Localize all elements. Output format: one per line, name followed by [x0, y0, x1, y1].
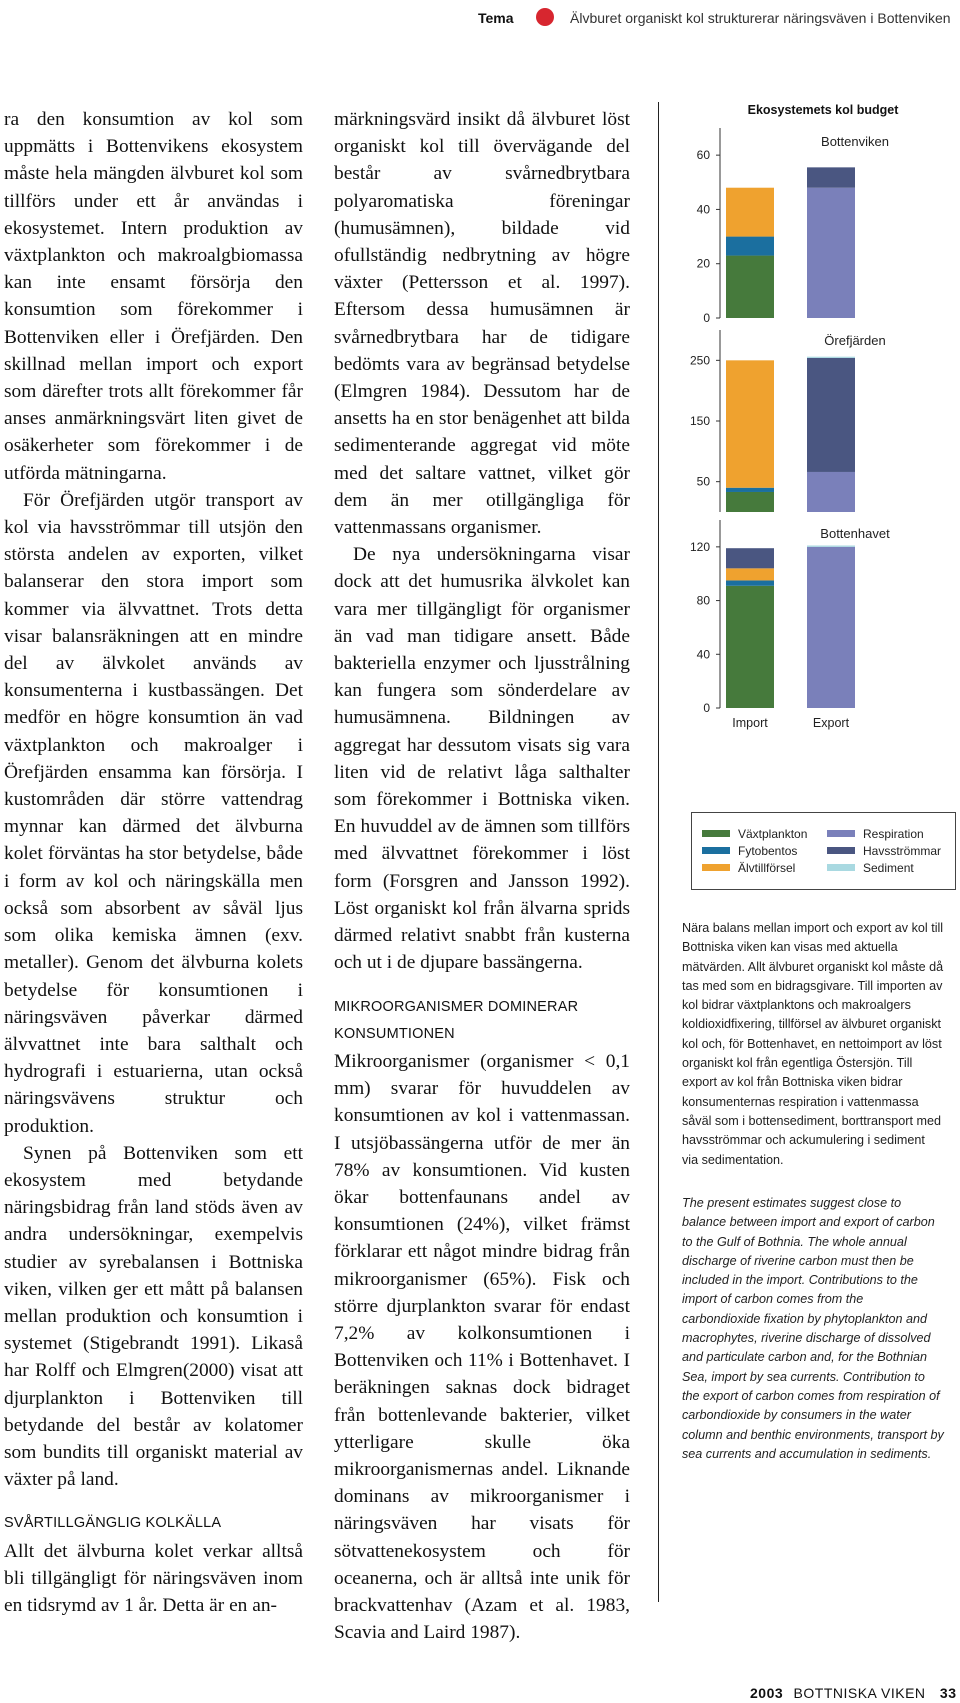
- panel-title: Bottenviken: [821, 134, 889, 149]
- section-label: Tema: [478, 10, 514, 26]
- bar-segment-växtplankton: [726, 256, 774, 318]
- bar-segment-sediment: [807, 357, 855, 358]
- bar-segment-växtplankton: [726, 492, 774, 512]
- subheading: SVÅRTILLGÄNGLIG KOLKÄLLA: [4, 1515, 222, 1532]
- legend-swatch: [827, 864, 855, 871]
- chart-title: Ekosystemets kol budget: [747, 103, 899, 117]
- bar-segment-havsströmmar: [726, 548, 774, 568]
- legend-swatch: [827, 830, 855, 837]
- paragraph: ra den konsumtion av kol som uppmätts i Bottenvikens ekosystem måste hela mängden älvburet kol som tillförs under ett år användas i ekosystemet. Intern produktion av växtplankton och makroalgbiomassa kan inte ensamt försörja den konsumtion som förekommer i Bottenviken eller i Örefjärden. Den skillnad mellan import och export som därefter trots allt förekommer får anses anmärkningsvärt liten givet de osäkerheter som förekommer i de utförda mätningarna.: [4, 109, 303, 484]
- legend-item: [827, 843, 941, 859]
- y-tick-label: 50: [696, 474, 710, 489]
- panel-title: Bottenhavet: [820, 526, 890, 541]
- paragraph: märkningsvärd insikt då älvburet löst organiskt kol till övervägande del består av svårnedbrytbara polyaromatiska föreningar (humusämnen), bildade vid ofullständig nedbrytning av högre växter (Pettersson et al. 1997). Eftersom dessa humusämnen är svårnedbrytbara har de tidigare bedömts vara av begränsad betydelse (Elmgren 1984). Dessutom har de ansetts ha en stor benägenhet att bilda sedimenterande aggregat vid möte med det saltare vattnet, vilket gör dem än mer otillgängliga för vattenmassans organismer.: [334, 109, 630, 539]
- y-tick-label: 0: [703, 701, 710, 715]
- carbon-budget-chart: [680, 100, 955, 800]
- y-tick-label: 20: [696, 256, 710, 271]
- bar-segment-fytobentos: [726, 237, 774, 256]
- panel-title: Örefjärden: [824, 333, 886, 348]
- footer-year: 2003: [750, 1685, 784, 1701]
- chart-legend: [691, 812, 956, 890]
- legend-swatch: [702, 830, 730, 837]
- text-column-1: [4, 106, 303, 1619]
- figure-caption-english: The present estimates suggest close to balance between import and export of carbon to the Gulf of Bothnia. The whole annual discharge of riverine carbon must then be included in the import. Contributions to the import of carbon comes from the carbondioxide fixation by phytoplankton and macrophytes, riverine discharge of dissolved and particulate carbon and, for the Bothnian Sea, import by sea currents. Contribution to the export of carbon comes from respiration of carbondioxide by consumers in the water column and benthic environments, transport by sea currents and accumulation in sediments.: [682, 1196, 944, 1461]
- paragraph: De nya undersökningarna visar dock att det humusrika älvkolet kan vara mer tillgängligt för organismer än vad man tidigare ansett. Både bakteriella enzymer och ljusstrålning kan fungera som sönderdelare av humusämnena. Bildningen av aggregat har dessutom visats sig vara liten vid de relativt låga salthalter som förekommer i Bottniska viken. En huvuddel av de ämnen som tillförs med älvvattnet förekommer i löst form (Forsgren and Jansson 1992). Löst organiskt kol från älvarna sprids därmed relativt snabbt från kusterna och ut i de djupare bassängerna.: [334, 544, 630, 974]
- bar-segment-fytobentos: [726, 580, 774, 585]
- red-dot-icon: [536, 8, 554, 26]
- legend-item: [702, 843, 797, 859]
- bar-segment-respiration: [807, 188, 855, 318]
- y-tick-label: 250: [689, 353, 710, 368]
- column-divider: [658, 102, 659, 1602]
- legend-label: Respiration: [863, 827, 924, 841]
- bar-segment-respiration: [807, 472, 855, 512]
- paragraph: Mikroorganismer (organismer < 0,1 mm) svarar för huvuddelen av konsumtionen av kol i vattenmassan. I utsjöbassängerna utför de mer än 78% av konsumtionen. Vid kusten ökar bottenfaunans andel av konsumtionen (24%), vilket främst förklarar ett något mindre bidrag från mikroorganismer (65%). Fisk och större djurplankton svarar för endast 7,2% av kolkonsumtionen i Bottenviken och 11% i Bottenhavet. I beräkningen saknas dock bidraget från bottenlevande bakterier, vilket ytterligare skulle öka mikroorganismernas andel. Liknande dominans av mikroorganismer i näringsväven har visats för sötvattenekosystem och för oceanerna, och är alltså inte unik för brackvattenhav (Azam et al. 1983, Scavia and Laird 1987).: [334, 1050, 630, 1644]
- paragraph: Allt det älvburna kolet verkar alltså bli tillgängligt för näringsväven inom en tidsrymd av 1 år. Detta är en an-: [4, 1540, 303, 1616]
- legend-item: [827, 826, 924, 842]
- legend-label: Växtplankton: [738, 827, 808, 841]
- page-footer: [750, 1685, 957, 1701]
- y-tick-label: 60: [696, 148, 710, 163]
- legend-swatch: [827, 847, 855, 854]
- legend-label: Sediment: [863, 861, 914, 875]
- legend-swatch: [702, 847, 730, 854]
- y-tick-label: 40: [696, 202, 710, 217]
- figure-caption-swedish: Nära balans mellan import och export av kol till Bottniska viken kan visas med aktuella mätvärden. Allt älvburet organiskt kol måste då tas med som en bidragsgivare. Till importen av kol bidrar växtplanktons och makroalgers koldioxidfixering, tillförsel av älvburet organiskt kol och, för Bottenhavet, en nettoimport av löst organiskt kol från egentliga Östersjön. Till export av kol från Bottniska viken bidrar konsumenternas respiration i vattenmassa såväl som i bottensediment, borttransport med havsströmmar och ackumulering i sediment via sedimentation.: [682, 921, 944, 1167]
- paragraph: För Örefjärden utgör transport av kol via havsströmmar till utsjön den största andelen av exporten, vilket balanserar den stora import som kommer via älvvattnet. Trots detta visar balansräkningen att en mindre del av älvkolet används av konsumenterna i kustbassängen. Det medför en högre konsumtion än vad växtplankton och makroalger i Örefjärden ensamma kan försörja. I kustområden där större vattendrag mynnar kan därmed det älvburna kolet förväntas ha stor betydelse, både i form av kol och näringskälla men också som absorbent av såväl ljus som olika kemiska ämnen (exv. metaller). Genom det älvburna kolets betydelse för konsumtionen i näringsväven påverkar därmed älvvattnet inte bara salthalt och hydrografi i estuarierna, utan också näringsvävens struktur och produktion.: [4, 489, 303, 1137]
- bar-segment-älvtillförsel: [726, 360, 774, 487]
- legend-label: Fytobentos: [738, 844, 798, 858]
- page-number: 33: [939, 1685, 957, 1701]
- y-tick-label: 40: [696, 647, 710, 662]
- legend-label: Havsströmmar: [863, 844, 942, 858]
- bar-segment-älvtillförsel: [726, 188, 774, 237]
- text-column-2: [334, 106, 630, 1646]
- bar-segment-havsströmmar: [807, 167, 855, 187]
- subheading: MIKROORGANISMER DOMINERAR KONSUMTIONEN: [334, 998, 579, 1042]
- footer-publication: BOTTNISKA VIKEN: [793, 1685, 926, 1701]
- y-tick-label: 150: [689, 414, 710, 428]
- y-tick-label: 120: [689, 539, 710, 554]
- bar-segment-respiration: [807, 547, 855, 708]
- bar-segment-älvtillförsel: [726, 568, 774, 580]
- legend-label: Älvtillförsel: [738, 861, 796, 875]
- running-title: Älvburet organiskt kol strukturerar näringsväven i Bottenviken: [570, 10, 951, 26]
- bar-segment-fytobentos: [726, 488, 774, 492]
- y-tick-label: 0: [703, 311, 710, 325]
- paragraph: Synen på Bottenviken som ett ekosystem med betydande näringsbidrag från land stöds även av andra undersökningar, exempelvis studier av syrebalansen i Bottniska viken, vilken ger ett mått på balansen mellan produktion och konsumtion i systemet (Stigebrandt 1991). Likaså har Rolff och Elmgren(2000) visat att djurplankton i Bottenviken till betydande del består av kolatomer som bundits till organiskt material av växter på land.: [4, 1142, 303, 1491]
- legend-item: [827, 860, 914, 876]
- y-tick-label: 80: [696, 593, 710, 608]
- x-category-label: Import: [732, 716, 768, 730]
- x-category-label: Export: [812, 716, 850, 730]
- legend-item: [702, 860, 795, 876]
- bar-segment-havsströmmar: [807, 358, 855, 472]
- bar-segment-sediment: [807, 546, 855, 547]
- legend-swatch: [702, 864, 730, 871]
- bar-segment-växtplankton: [726, 586, 774, 708]
- legend-item: [702, 826, 807, 842]
